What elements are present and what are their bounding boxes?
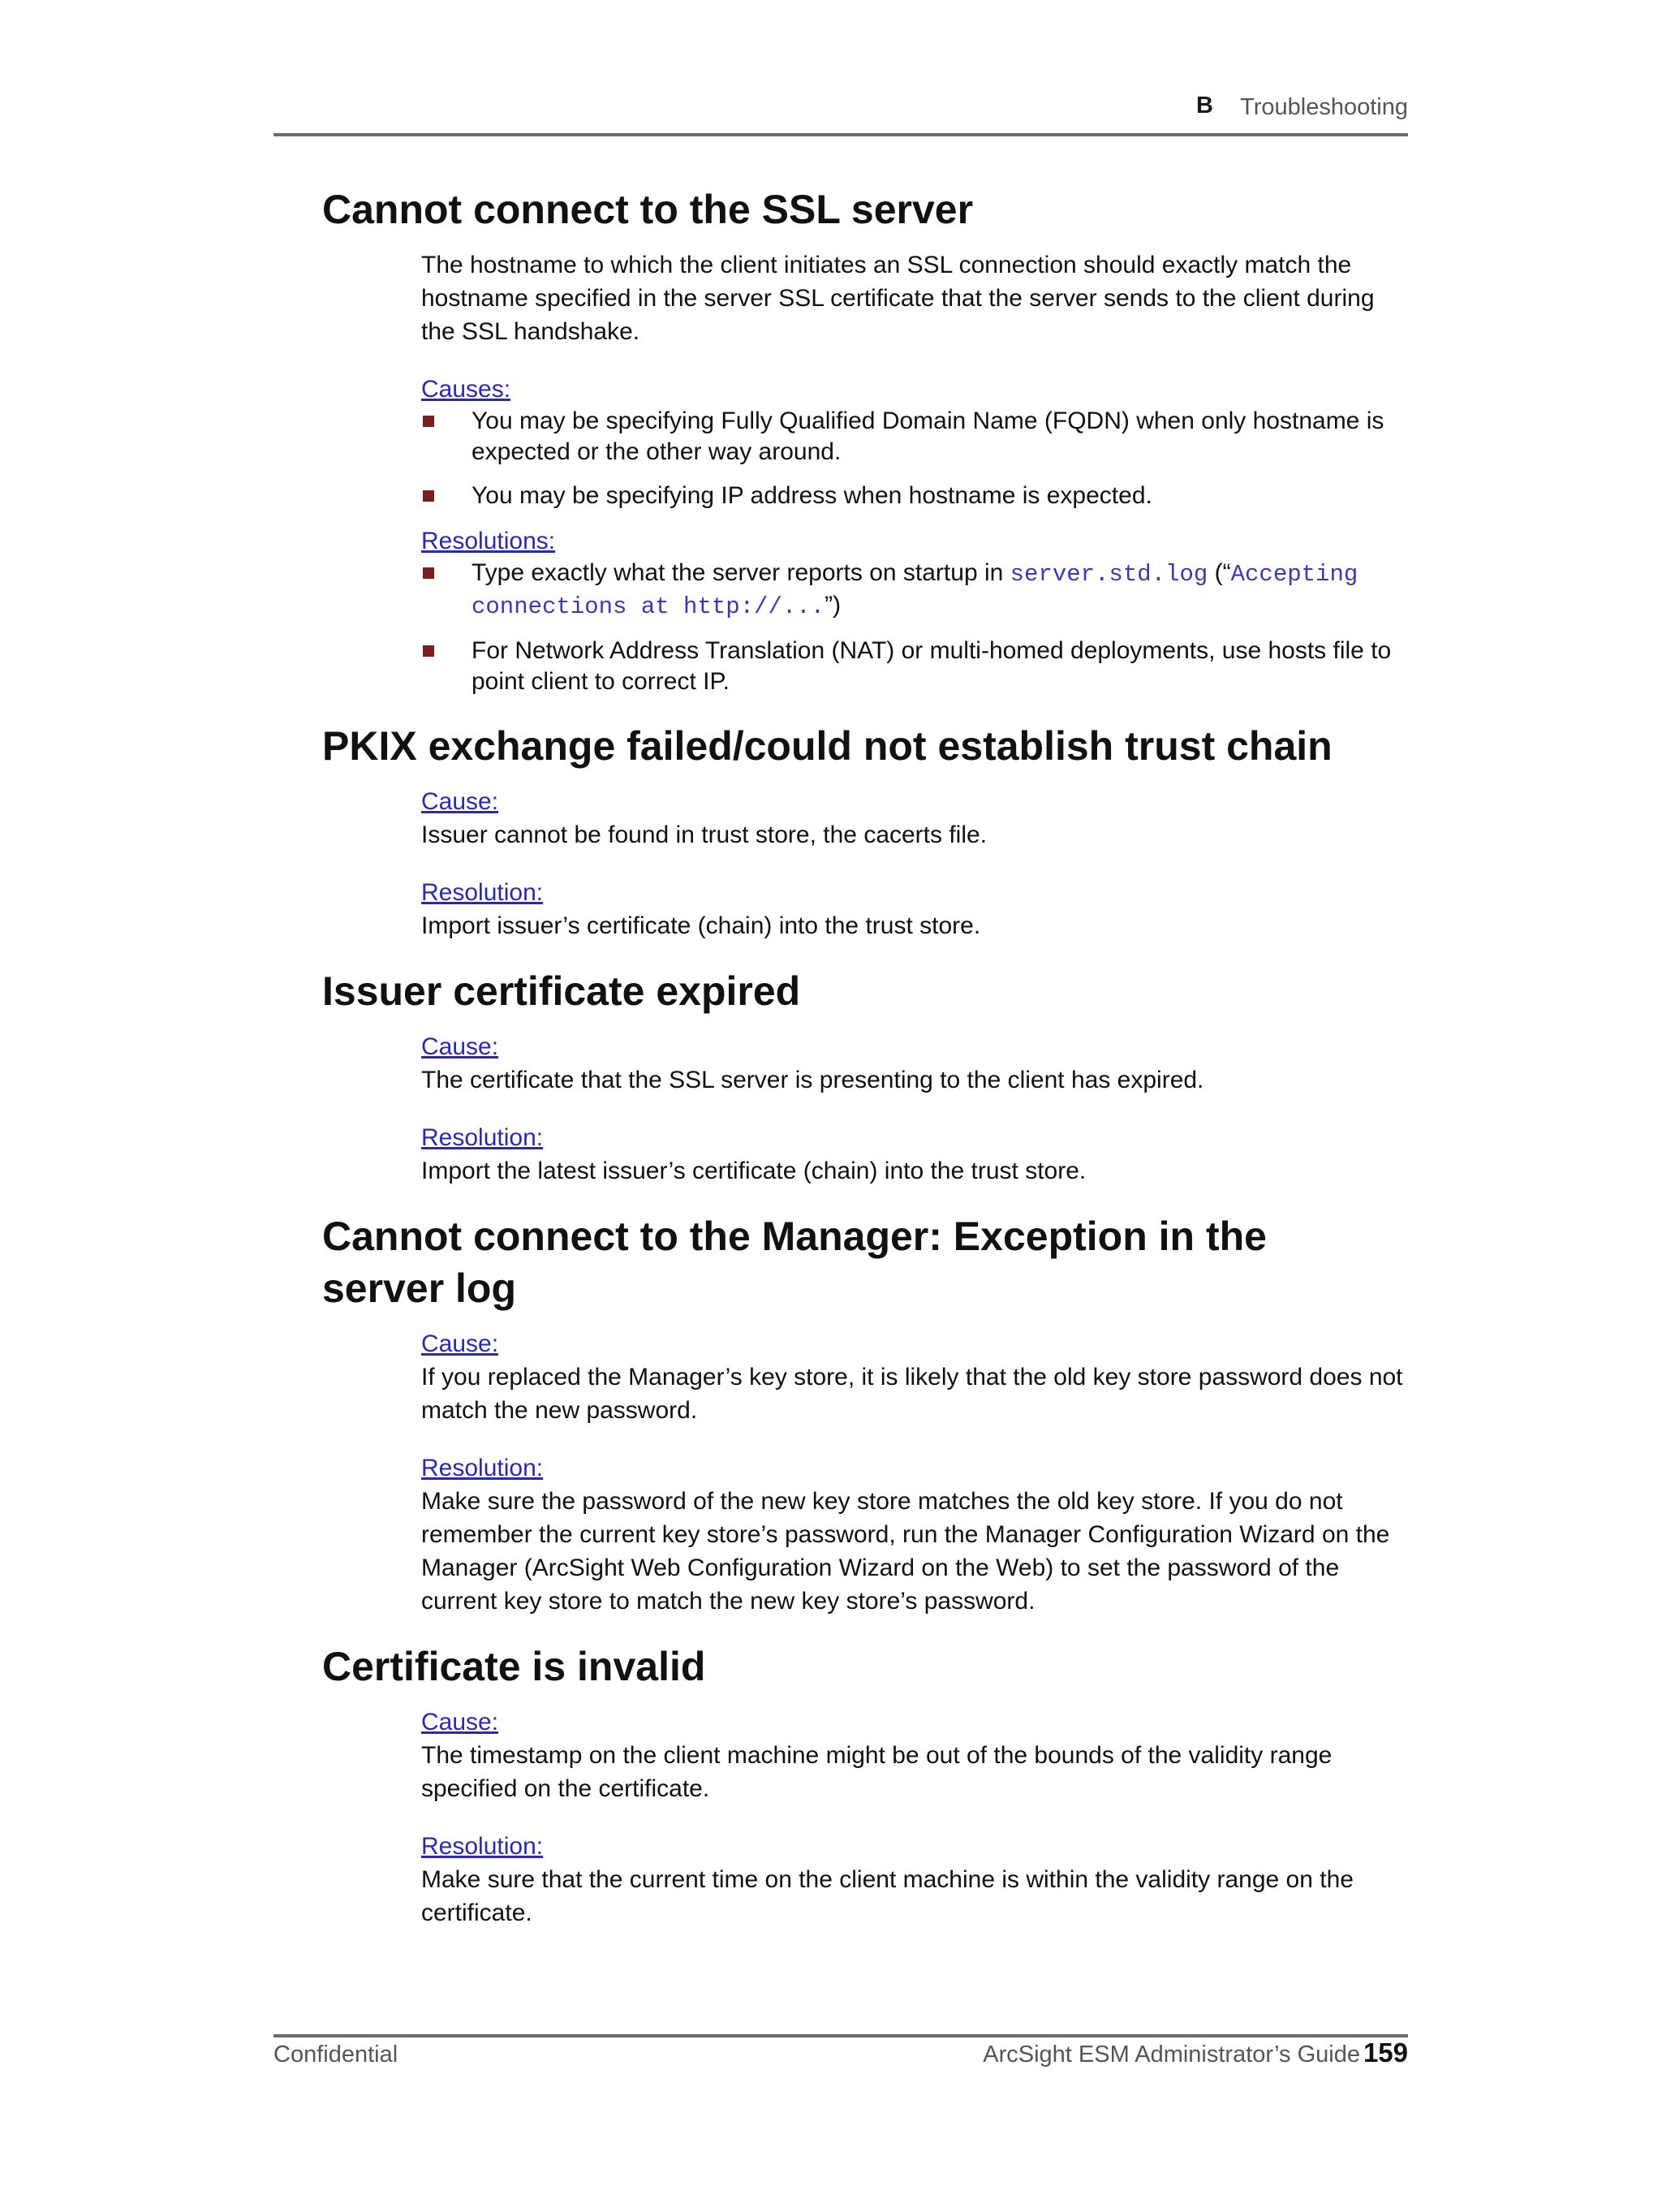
cause-text: If you replaced the Manager’s key store, it is likely that the old key store password does not match the new password.: [421, 1364, 1403, 1424]
list-item: For Network Address Translation (NAT) or multi-homed deployments, use hosts file to point client to correct IP.: [421, 636, 1410, 697]
section-body: [421, 1327, 1410, 1618]
causes-list: [421, 406, 1410, 511]
resolutions-link[interactable]: Resolutions:: [421, 528, 556, 554]
intro-paragraph: The hostname to which the client initiates an SSL connection should exactly match the hostname specified in the server SSL certificate that the server sends to the client during the SSL handshake.: [421, 252, 1375, 345]
section-heading: Cannot connect to the Manager: Exception in the server log: [322, 1214, 1267, 1311]
resolution-text: Import issuer’s certificate (chain) into the trust store.: [421, 912, 981, 939]
footer-rule: [273, 2034, 1408, 2037]
resolution-text: Make sure that the current time on the client machine is within the validity range on the certificate.: [421, 1866, 1354, 1926]
page-content: [322, 183, 1410, 1952]
cause-text: Issuer cannot be found in trust store, the cacerts file.: [421, 821, 988, 848]
section-body: [421, 248, 1410, 697]
resolutions-list: [421, 558, 1410, 697]
resolution-text: Make sure the password of the new key store matches the old key store. If you do not remember the current key store’s password, run the Manager Configuration Wizard on the Manager (ArcSight Web Configuration Wizard on the Web) to set the password of the current key store to match the new key store’s password.: [421, 1488, 1390, 1615]
cause-link[interactable]: Cause:: [421, 1033, 499, 1060]
section-ssl-server: [322, 183, 1410, 697]
page-number: 159: [1363, 2037, 1408, 2068]
footer-confidential: Confidential: [273, 2042, 398, 2068]
section-heading: PKIX exchange failed/could not establish trust chain: [322, 723, 1333, 769]
section-certificate-invalid: [322, 1641, 1410, 1930]
footer-guide-title: ArcSight ESM Administrator’s Guide: [983, 2042, 1360, 2068]
resolution-link[interactable]: Resolution:: [421, 1833, 544, 1860]
cause-link[interactable]: Cause:: [421, 1709, 499, 1736]
list-item: Type exactly what the server reports on startup in server.std.log (“Accepting connections at http://...”): [421, 558, 1410, 623]
section-manager-exception: [322, 1210, 1410, 1618]
resolution-link[interactable]: Resolution:: [421, 1455, 544, 1481]
section-body: [421, 1705, 1410, 1930]
cause-link[interactable]: Cause:: [421, 1330, 499, 1357]
section-heading: Issuer certificate expired: [322, 968, 801, 1014]
section-pkix: [322, 720, 1410, 942]
bullet-icon: [423, 416, 434, 427]
resolution-link[interactable]: Resolution:: [421, 1124, 544, 1151]
bullet-icon: [423, 645, 434, 657]
causes-link[interactable]: Causes:: [421, 376, 511, 403]
section-body: [421, 1030, 1410, 1188]
running-header: [273, 91, 1408, 136]
section-heading: Certificate is invalid: [322, 1644, 706, 1689]
list-item: You may be specifying IP address when hostname is expected.: [421, 481, 1410, 511]
cause-text: The certificate that the SSL server is presenting to the client has expired.: [421, 1067, 1204, 1093]
cause-link[interactable]: Cause:: [421, 788, 499, 815]
chapter-title: Troubleshooting: [1240, 94, 1408, 120]
chapter-letter: B: [1196, 93, 1213, 119]
code-message: Accepting connections at http://...: [471, 561, 1358, 620]
section-heading: Cannot connect to the SSL server: [322, 187, 974, 232]
bullet-icon: [423, 567, 434, 579]
bullet-icon: [423, 490, 434, 502]
resolution-link[interactable]: Resolution:: [421, 879, 544, 906]
section-issuer-expired: [322, 965, 1410, 1188]
resolution-text: Import the latest issuer’s certificate (chain) into the trust store.: [421, 1158, 1087, 1184]
code-filename: server.std.log: [1010, 561, 1208, 588]
list-item: You may be specifying Fully Qualified Domain Name (FQDN) when only hostname is expected or the other way around.: [421, 406, 1410, 468]
cause-text: The timestamp on the client machine might be out of the bounds of the validity range specified on the certificate.: [421, 1742, 1333, 1802]
section-body: [421, 785, 1410, 942]
